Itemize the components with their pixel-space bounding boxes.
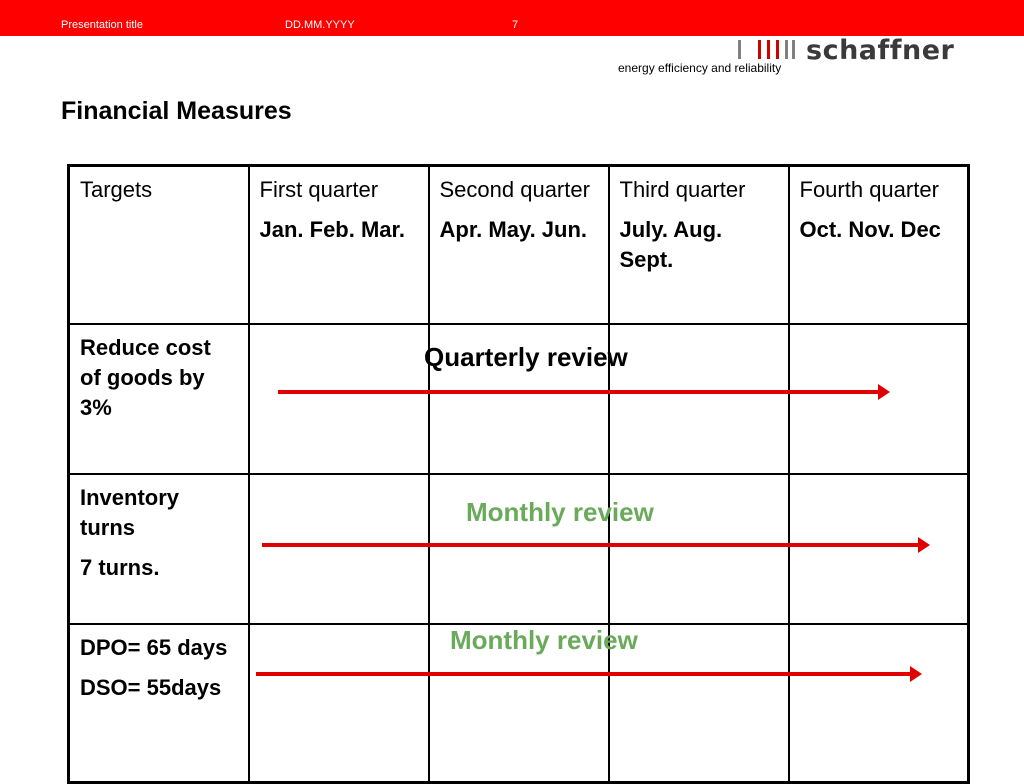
target-cell bbox=[69, 624, 249, 783]
header-months: July. Aug. Sept. bbox=[619, 217, 723, 272]
timeline-arrow-icon bbox=[256, 672, 912, 676]
company-tagline: energy efficiency and reliability bbox=[618, 61, 782, 75]
table-header-row bbox=[69, 166, 969, 325]
financial-measures-table bbox=[67, 164, 970, 784]
table-cell bbox=[789, 624, 969, 783]
target-cell bbox=[69, 324, 249, 474]
header-months: Jan. Feb. Mar. bbox=[259, 217, 405, 242]
header-cell-q3 bbox=[609, 166, 789, 325]
header-cell-q4 bbox=[789, 166, 969, 325]
header-months: Oct. Nov. Dec bbox=[799, 217, 941, 242]
review-label-row1: Quarterly review bbox=[424, 342, 628, 372]
header-label: Fourth quarter bbox=[799, 177, 939, 202]
logo-wordmark: schaffner bbox=[806, 35, 955, 66]
table-cell bbox=[249, 324, 429, 474]
timeline-arrow-icon bbox=[262, 543, 920, 547]
page-number: 7 bbox=[512, 19, 519, 31]
target-cell bbox=[69, 474, 249, 624]
header-label: First quarter bbox=[259, 177, 379, 202]
table-cell bbox=[609, 324, 789, 474]
review-label-row3: Monthly review bbox=[450, 625, 638, 655]
header-label: Targets bbox=[80, 177, 153, 202]
table-cell bbox=[789, 474, 969, 624]
target-text: Inventory turns bbox=[80, 485, 180, 540]
header-bar bbox=[0, 0, 1024, 36]
table-cell bbox=[249, 624, 429, 783]
header-cell-q1 bbox=[249, 166, 429, 325]
slide-title: Financial Measures bbox=[61, 97, 292, 125]
header-label: Third quarter bbox=[619, 177, 746, 202]
target-text: DPO= 65 days bbox=[80, 635, 228, 660]
target-text: Reduce cost of goods by 3% bbox=[80, 335, 211, 420]
target-value: 7 turns. bbox=[80, 555, 160, 580]
header-label: Second quarter bbox=[439, 177, 590, 202]
target-value: DSO= 55days bbox=[80, 675, 222, 700]
presentation-title: Presentation title bbox=[61, 19, 143, 31]
presentation-date: DD.MM.YYYY bbox=[285, 19, 355, 31]
table-cell bbox=[249, 474, 429, 624]
header-months: Apr. May. Jun. bbox=[439, 217, 588, 242]
review-label-row2: Monthly review bbox=[466, 497, 654, 527]
timeline-arrow-icon bbox=[278, 390, 880, 394]
header-cell-q2 bbox=[429, 166, 609, 325]
header-cell-targets bbox=[69, 166, 249, 325]
